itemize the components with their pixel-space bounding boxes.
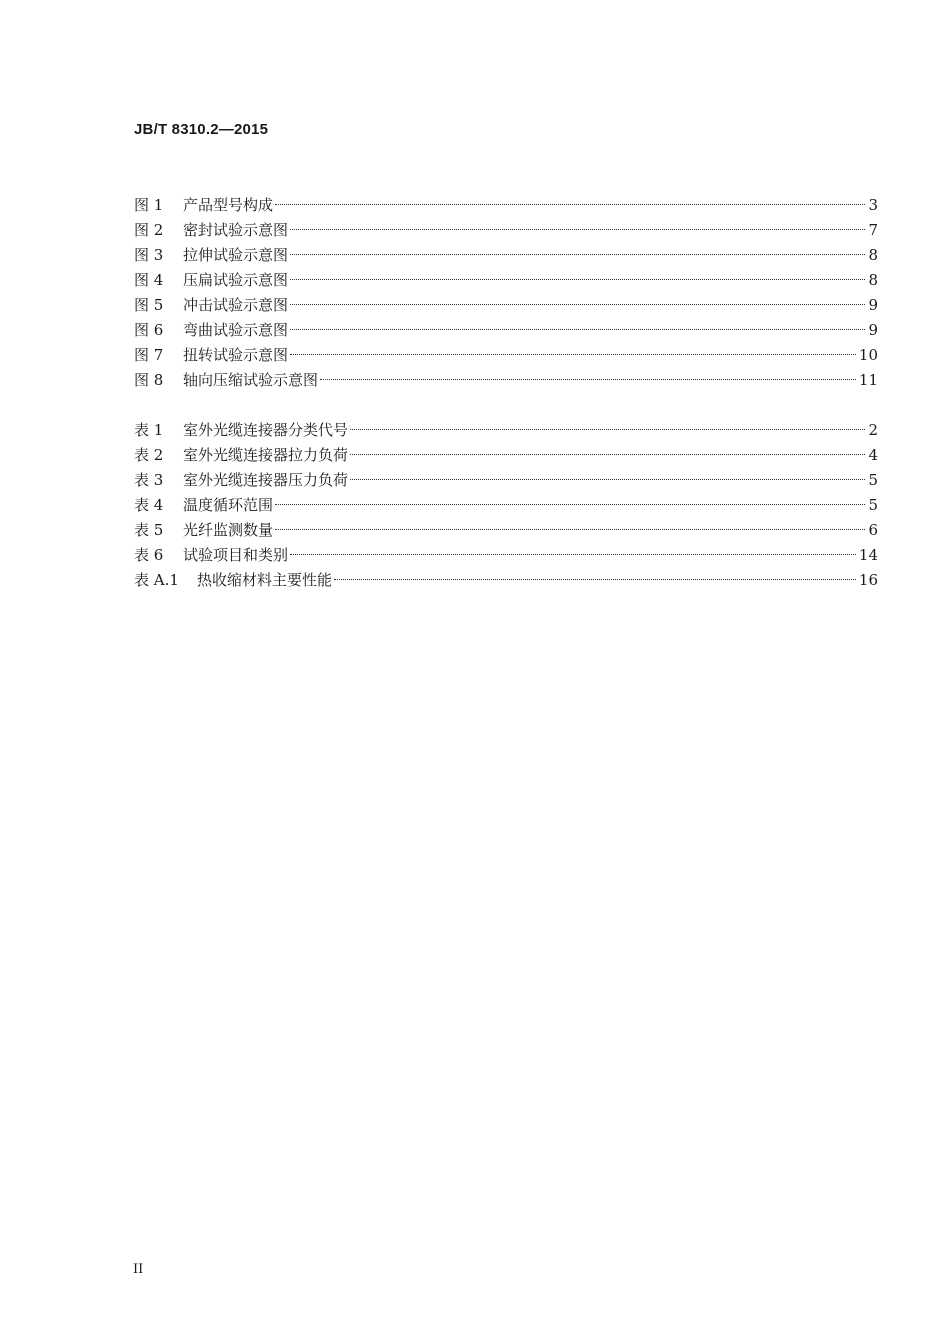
entry-page: 10 — [858, 346, 878, 364]
dot-leader — [290, 229, 865, 230]
toc-entry-table[interactable] — [134, 543, 878, 568]
entry-title: 拉伸试验示意图 — [183, 246, 289, 264]
entry-number: 图 7 — [134, 346, 164, 364]
toc-entry-figure[interactable] — [134, 268, 878, 293]
toc-entry-figure[interactable] — [134, 293, 878, 318]
entry-page: 5 — [868, 471, 878, 489]
dot-leader — [275, 504, 865, 505]
entry-title: 冲击试验示意图 — [183, 296, 289, 314]
entry-title: 室外光缆连接器压力负荷 — [183, 471, 349, 489]
entry-title: 光纤监测数量 — [183, 521, 274, 539]
entry-number: 表 A.1 — [134, 571, 179, 589]
entry-page: 14 — [858, 546, 878, 564]
entry-number: 图 6 — [134, 321, 164, 339]
entry-number: 图 3 — [134, 246, 164, 264]
entry-page: 6 — [868, 521, 878, 539]
toc-entry-table[interactable] — [134, 518, 878, 543]
toc-entry-figure[interactable] — [134, 368, 878, 393]
entry-number: 图 8 — [134, 371, 164, 389]
entry-page: 7 — [868, 221, 878, 239]
entry-page: 4 — [868, 446, 878, 464]
dot-leader — [275, 529, 865, 530]
entry-page: 16 — [858, 571, 878, 589]
dot-leader — [290, 254, 865, 255]
entry-number: 表 6 — [134, 546, 164, 564]
entry-page: 8 — [868, 271, 878, 289]
toc-entry-figure[interactable] — [134, 318, 878, 343]
entry-title: 温度循环范围 — [183, 496, 274, 514]
entry-title: 热收缩材料主要性能 — [197, 571, 333, 589]
entry-number: 图 4 — [134, 271, 164, 289]
entry-number: 表 4 — [134, 496, 164, 514]
toc-entry-figure[interactable] — [134, 343, 878, 368]
entry-number: 表 3 — [134, 471, 164, 489]
toc-entry-figure[interactable] — [134, 218, 878, 243]
entry-page: 8 — [868, 246, 878, 264]
toc-entry-table[interactable] — [134, 443, 878, 468]
entry-title: 产品型号构成 — [183, 196, 274, 214]
dot-leader — [320, 379, 856, 380]
entry-number: 表 2 — [134, 446, 164, 464]
dot-leader — [350, 454, 865, 455]
dot-leader — [290, 329, 865, 330]
entry-title: 试验项目和类别 — [183, 546, 289, 564]
entry-page: 9 — [868, 296, 878, 314]
entry-title: 室外光缆连接器拉力负荷 — [183, 446, 349, 464]
dot-leader — [290, 554, 856, 555]
entry-title: 轴向压缩试验示意图 — [183, 371, 319, 389]
entry-page: 5 — [868, 496, 878, 514]
entry-page: 9 — [868, 321, 878, 339]
entry-number: 表 5 — [134, 521, 164, 539]
standard-number: JB/T 8310.2—2015 — [134, 121, 269, 138]
entry-title: 室外光缆连接器分类代号 — [183, 421, 349, 439]
dot-leader — [334, 579, 856, 580]
entry-page: 11 — [858, 371, 878, 389]
entry-title: 扭转试验示意图 — [183, 346, 289, 364]
entry-number: 图 5 — [134, 296, 164, 314]
entry-title: 压扁试验示意图 — [183, 271, 289, 289]
page-number: II — [133, 1262, 144, 1277]
entry-number: 表 1 — [134, 421, 164, 439]
toc-entry-table[interactable] — [134, 568, 878, 593]
dot-leader — [275, 204, 865, 205]
toc-entry-figure[interactable] — [134, 193, 878, 218]
entry-title: 弯曲试验示意图 — [183, 321, 289, 339]
toc-entry-table[interactable] — [134, 418, 878, 443]
toc-entry-figure[interactable] — [134, 243, 878, 268]
toc-entry-table[interactable] — [134, 493, 878, 518]
entry-number: 图 1 — [134, 196, 164, 214]
toc-entry-table[interactable] — [134, 468, 878, 493]
dot-leader — [290, 304, 865, 305]
entry-page: 2 — [868, 421, 878, 439]
entry-page: 3 — [868, 196, 878, 214]
dot-leader — [290, 279, 865, 280]
table-list — [134, 418, 878, 593]
entry-title: 密封试验示意图 — [183, 221, 289, 239]
figure-list — [134, 193, 878, 393]
dot-leader — [350, 429, 865, 430]
dot-leader — [290, 354, 856, 355]
entry-number: 图 2 — [134, 221, 164, 239]
dot-leader — [350, 479, 865, 480]
